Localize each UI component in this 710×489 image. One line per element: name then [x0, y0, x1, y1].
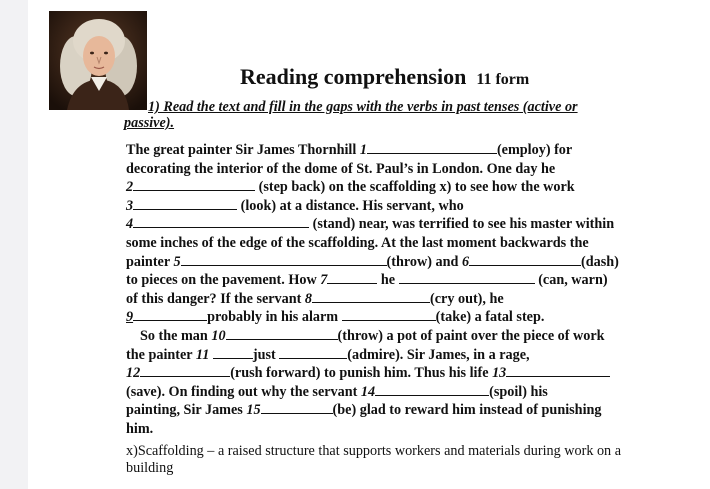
- scaffolding-footnote: x)Scaffolding – a raised structure that supports workers and materials during work on a building: [126, 443, 621, 476]
- portrait-image: [49, 11, 147, 110]
- text-line: decorating the interior of the dome of St. Paul’s in London. One day he: [126, 160, 556, 177]
- text-line: (save). On finding out why the servant 14 (spoil) his: [126, 383, 548, 400]
- reading-text: [126, 141, 666, 439]
- task-instruction: 1) Read the text and fill in the gaps with the verbs in past tenses (active or passive).: [124, 99, 578, 131]
- text-line: 2 (step back) on the scaffolding x) to see how the work: [126, 179, 575, 196]
- text-line: painter 5 (throw) and 6 (dash): [126, 253, 619, 270]
- text-line: 4 (stand) near, was terrified to see his master within: [126, 216, 615, 233]
- text-line: The great painter Sir James Thornhill 1 (employ) for: [126, 142, 573, 158]
- text-line: to pieces on the pavement. How 7 he (can, warn): [126, 272, 608, 289]
- text-line: the painter 11 just (admire). Sir James, in a rage,: [126, 346, 530, 363]
- text-line: 9 probably in his alarm (take) a fatal step.: [126, 309, 545, 326]
- text-line: 12 (rush forward) to punish him. Thus his life 13: [126, 364, 666, 383]
- text-line: painting, Sir James 15 (be) glad to reward him instead of punishing: [126, 402, 602, 419]
- form-label: 11 form: [476, 71, 530, 88]
- text-line: So the man 10 (throw) a pot of paint over the piece of work: [140, 327, 605, 344]
- text-line: some inches of the edge of the scaffolding. At the last moment backwards the: [126, 234, 589, 251]
- worksheet-title: Reading comprehension 11 form: [240, 64, 530, 89]
- text-line: him.: [126, 420, 154, 437]
- text-line: 3 (look) at a distance. His servant, who: [126, 197, 464, 214]
- text-line: of this danger? If the servant 8 (cry out), he: [126, 290, 504, 307]
